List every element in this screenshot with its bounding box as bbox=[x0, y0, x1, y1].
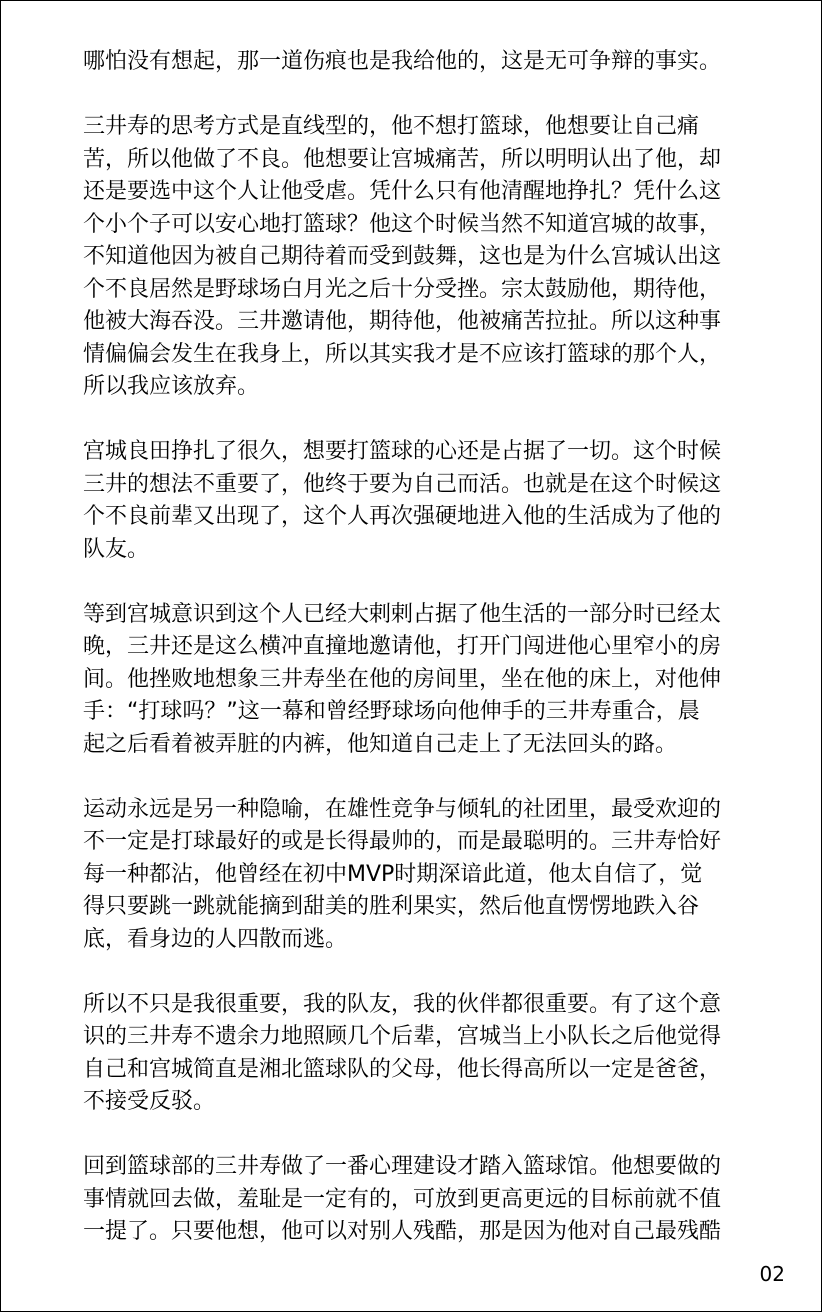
text-line: 自己和宫城简直是湘北篮球队的父母，他长得高所以一定是爸爸， bbox=[83, 1056, 722, 1082]
text-line: 不一定是打球最好的或是长得最帅的，而是最聪明的。三井寿恰好 bbox=[83, 829, 722, 854]
text-line: 苦，所以他做了不良。他想要让宫城痛苦，所以明明认出了他，却 bbox=[83, 146, 722, 172]
text-line: 得只要跳一跳就能摘到甜美的胜利果实，然后他直愣愣地跌入谷 bbox=[83, 894, 700, 919]
text-line: 三井的想法不重要了，他终于要为自己而活。也就是在这个时候这 bbox=[83, 471, 722, 497]
paragraph bbox=[83, 794, 763, 957]
text-line: 底，看身边的人四散而逃。 bbox=[83, 926, 348, 952]
page-number: 02 bbox=[759, 1262, 785, 1286]
text-line: 三井寿的思考方式是直线型的，他不想打篮球，他想要让自己痛 bbox=[83, 114, 700, 139]
text-line: 手：“打球吗？”这一幕和曾经野球场向他伸手的三井寿重合，晨 bbox=[83, 699, 700, 724]
paragraph bbox=[83, 599, 763, 762]
text-line: 所以我应该放弃。 bbox=[83, 374, 260, 399]
text-line: 运动永远是另一种隐喻，在雄性竞争与倾轧的社团里，最受欢迎的 bbox=[83, 796, 722, 822]
text-line: 所以不只是我很重要，我的队友，我的伙伴都很重要。有了这个意 bbox=[83, 991, 722, 1017]
text-line: 还是要选中这个人让他受虐。凭什么只有他清醒地挣扎？凭什么这 bbox=[83, 179, 722, 204]
text-line: 情偏偏会发生在我身上，所以其实我才是不应该打篮球的那个人， bbox=[83, 341, 722, 367]
text-line: 晚，三井还是这么横冲直撞地邀请他，打开门闯进他心里窄小的房 bbox=[83, 634, 722, 659]
text-line: 个不良前辈又出现了，这个人再次强硬地进入他的生活成为了他的 bbox=[83, 504, 722, 529]
text-line: 等到宫城意识到这个人已经大剌剌占据了他生活的一部分时已经太 bbox=[83, 601, 722, 627]
text-line: 他被大海吞没。三井邀请他，期待他，他被痛苦拉扯。所以这种事 bbox=[83, 309, 722, 334]
text-line: 不接受反驳。 bbox=[83, 1089, 216, 1114]
text-line: 事情就回去做，羞耻是一定有的，可放到更高更远的目标前就不值 bbox=[83, 1186, 722, 1212]
body-text bbox=[83, 46, 763, 1281]
text-line: 回到篮球部的三井寿做了一番心理建设才踏入篮球馆。他想要做的 bbox=[83, 1154, 722, 1179]
paragraph bbox=[83, 1151, 763, 1249]
text-line: 间。他挫败地想象三井寿坐在他的房间里，坐在他的床上，对他伸 bbox=[83, 666, 722, 692]
paragraph bbox=[83, 436, 763, 566]
text-line: 每一种都沾，他曾经在初中MVP时期深谙此道，他太自信了，觉 bbox=[83, 861, 703, 887]
paragraph bbox=[83, 989, 763, 1119]
paragraph bbox=[83, 111, 763, 404]
text-line: 识的三井寿不遗余力地照顾几个后辈，宫城当上小队长之后他觉得 bbox=[83, 1024, 722, 1049]
text-line: 哪怕没有想起，那一道伤痕也是我给他的，这是无可争辩的事实。 bbox=[83, 49, 722, 74]
paragraph bbox=[83, 46, 763, 79]
text-line: 一提了。只要他想，他可以对别人残酷，那是因为他对自己最残酷 bbox=[83, 1219, 722, 1244]
text-line: 个不良居然是野球场白月光之后十分受挫。宗太鼓励他，期待他， bbox=[83, 276, 722, 302]
text-line: 个小个子可以安心地打篮球？他这个时候当然不知道宫城的故事， bbox=[83, 211, 722, 237]
text-line: 队友。 bbox=[83, 536, 150, 562]
text-line: 起之后看着被弄脏的内裤，他知道自己走上了无法回头的路。 bbox=[83, 731, 678, 757]
text-line: 宫城良田挣扎了很久，想要打篮球的心还是占据了一切。这个时候 bbox=[83, 439, 722, 464]
text-line: 不知道他因为被自己期待着而受到鼓舞，这也是为什么宫城认出这 bbox=[83, 244, 722, 269]
